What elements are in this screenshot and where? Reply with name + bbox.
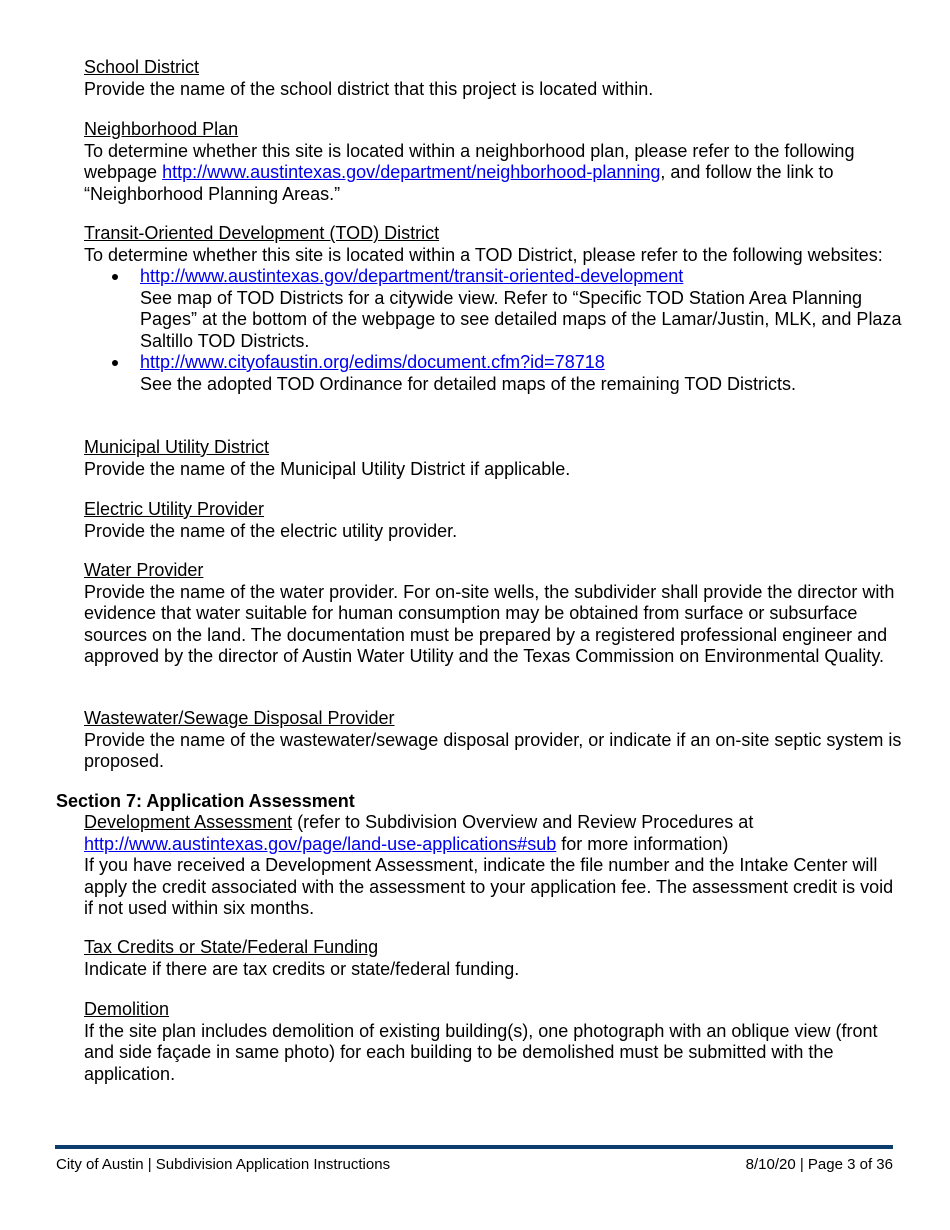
development-assessment-line — [84, 812, 904, 855]
land-use-applications-link[interactable]: http://www.austintexas.gov/page/land-use-applications#sub — [84, 833, 557, 854]
development-assessment-heading: Development Assessment — [84, 812, 293, 832]
water-provider-heading: Water Provider — [84, 560, 204, 580]
municipal-utility-section — [84, 437, 904, 480]
municipal-utility-heading: Municipal Utility District — [84, 437, 270, 457]
tod-item-text: See map of TOD Districts for a citywide view. Refer to “Specific TOD Station Area Planning Pages” at the bottom of the webpage to see detailed maps of the Lamar/Justin, MLK, and Plaza Saltillo TOD Districts. — [140, 287, 902, 351]
neighborhood-planning-link[interactable]: http://www.austintexas.gov/department/neighborhood-planning — [162, 162, 661, 182]
water-provider-section — [84, 560, 904, 668]
demolition-heading: Demolition — [84, 999, 170, 1019]
development-assessment-text-before: (refer to Subdivision Overview and Review Procedures at — [292, 812, 754, 832]
tax-credits-heading: Tax Credits or State/Federal Funding — [84, 937, 379, 957]
school-district-heading: School District — [84, 57, 200, 77]
school-district-section — [84, 57, 904, 100]
tod-item-text: See the adopted TOD Ordinance for detailed maps of the remaining TOD Districts. — [140, 373, 797, 394]
wastewater-heading: Wastewater/Sewage Disposal Provider — [84, 708, 395, 728]
neighborhood-plan-section — [84, 119, 904, 205]
footer-page-info: 8/10/20 | Page 3 of 36 — [745, 1156, 893, 1173]
electric-utility-text: Provide the name of the electric utility provider. — [84, 520, 458, 541]
water-provider-text: Provide the name of the water provider. For on-site wells, the subdivider shall provide the director with evidence that water suitable for human consumption may be obtained from surface or subsurface sources on the land. The documentation must be prepared by a registered professional engineer and approved by the director of Austin Water Utility and the Texas Commission on Environmental Quality. — [84, 581, 895, 666]
tax-credits-section — [84, 937, 904, 980]
tod-links-list — [84, 266, 904, 395]
development-assessment-section — [84, 812, 904, 920]
tod-district-section — [84, 223, 904, 395]
neighborhood-plan-text-before: To determine whether this site is located within a neighborhood plan, please refer to the following webpage — [84, 140, 855, 182]
neighborhood-plan-text-after: , and follow the link to “Neighborhood Planning Areas.” — [84, 162, 834, 204]
wastewater-text: Provide the name of the wastewater/sewage disposal provider, or indicate if an on-site septic system is proposed. — [84, 729, 902, 771]
municipal-utility-text: Provide the name of the Municipal Utility District if applicable. — [84, 458, 571, 479]
bullet-icon — [112, 360, 118, 366]
section-7-title: Section 7: Application Assessment — [56, 791, 355, 811]
footer-document-title: City of Austin | Subdivision Application Instructions — [56, 1156, 391, 1173]
tod-ordinance-link[interactable]: http://www.cityofaustin.org/edims/document.cfm?id=78718 — [140, 352, 605, 372]
footer-divider — [55, 1145, 893, 1149]
neighborhood-plan-heading: Neighborhood Plan — [84, 119, 239, 139]
tax-credits-text: Indicate if there are tax credits or state/federal funding. — [84, 958, 520, 979]
tod-district-heading: Transit-Oriented Development (TOD) District — [84, 223, 440, 243]
development-assessment-text: If you have received a Development Assessment, indicate the file number and the Intake Center will apply the credit associated with the assessment to your application fee. The assessment credit is void if not used within six months. — [84, 855, 894, 918]
neighborhood-plan-text — [84, 141, 904, 206]
demolition-text: If the site plan includes demolition of existing building(s), one photograph with an oblique view (front and side façade in same photo) for each building to be demolished must be submitted with the application. — [84, 1020, 878, 1084]
wastewater-section — [84, 708, 904, 773]
bullet-icon — [112, 274, 118, 280]
tod-district-text: To determine whether this site is located within a TOD District, please refer to the following websites: — [84, 244, 883, 265]
development-assessment-text-after: for more information) — [556, 833, 729, 854]
school-district-text: Provide the name of the school district that this project is located within. — [84, 78, 654, 99]
electric-utility-heading: Electric Utility Provider — [84, 499, 265, 519]
list-item — [84, 352, 904, 395]
demolition-section — [84, 999, 904, 1085]
list-item — [84, 266, 904, 352]
electric-utility-section — [84, 499, 904, 542]
tod-department-link[interactable]: http://www.austintexas.gov/department/transit-oriented-development — [140, 266, 684, 286]
